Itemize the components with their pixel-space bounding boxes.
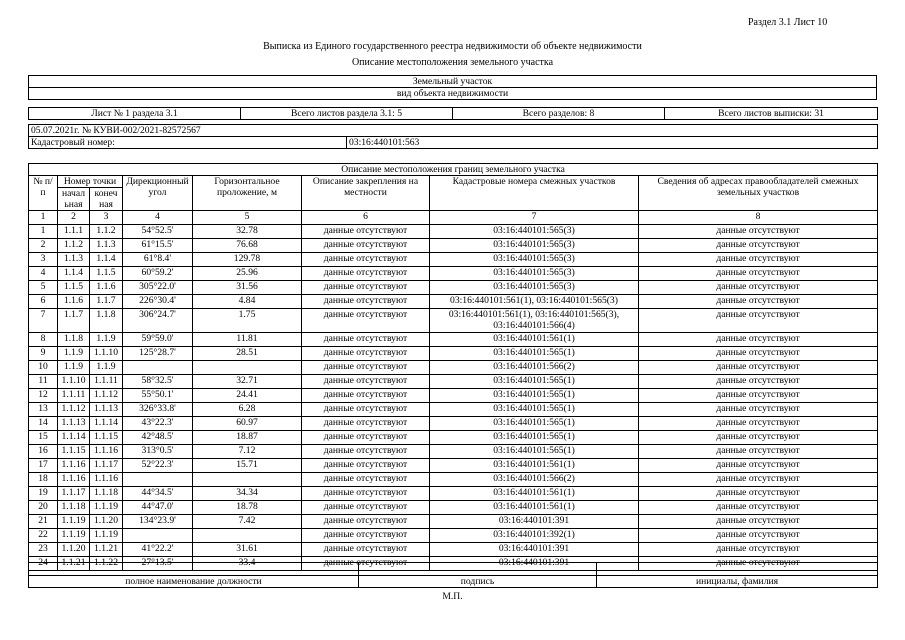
sheet-info-table (28, 107, 878, 120)
row-num: 1 (29, 225, 58, 239)
row-marking: данные отсутствуют (302, 389, 430, 403)
row-adjacent: 03:16:440101:565(1) (430, 347, 639, 361)
row-start: 1.1.5 (58, 281, 90, 295)
row-end: 1.1.11 (90, 375, 123, 389)
row-angle: 54°52.5' (123, 225, 193, 239)
position-cell (29, 563, 359, 576)
row-marking: данные отсутствуют (302, 501, 430, 515)
table-row (29, 431, 878, 445)
row-angle (123, 529, 193, 543)
header-distance: Горизонтальное проложение, м (193, 176, 302, 211)
row-end: 1.1.13 (90, 403, 123, 417)
boundary-table (28, 163, 878, 571)
row-start: 1.1.20 (58, 543, 90, 557)
table-row (29, 529, 878, 543)
row-num: 7 (29, 309, 58, 333)
object-type-caption: вид объекта недвижимости (29, 88, 877, 100)
table-row (29, 459, 878, 473)
row-angle: 305°22.0' (123, 281, 193, 295)
row-num: 5 (29, 281, 58, 295)
row-num: 12 (29, 389, 58, 403)
header-marking: Описание закрепления на местности (302, 176, 430, 211)
row-num: 8 (29, 333, 58, 347)
row-start: 1.1.13 (58, 417, 90, 431)
row-owners: данные отсутствуют (639, 403, 878, 417)
header-point-number: Номер точки (58, 176, 123, 188)
row-start: 1.1.9 (58, 347, 90, 361)
col-number: 2 (58, 211, 90, 225)
row-distance: 15.71 (193, 459, 302, 473)
stamp-label: М.П. (442, 591, 463, 602)
header-adjacent: Кадастровые номера смежных участков (430, 176, 639, 211)
table-row (29, 501, 878, 515)
row-owners: данные отсутствуют (639, 529, 878, 543)
header-start: начальная (58, 188, 90, 211)
row-owners: данные отсутствуют (639, 543, 878, 557)
row-marking: данные отсутствуют (302, 543, 430, 557)
row-end: 1.1.16 (90, 473, 123, 487)
document-subtitle: Описание местоположения земельного участка (351, 57, 554, 68)
row-angle: 61°15.5' (123, 239, 193, 253)
row-start: 1.1.11 (58, 389, 90, 403)
row-end: 1.1.18 (90, 487, 123, 501)
position-label: полное наименование должности (29, 576, 359, 588)
row-adjacent: 03:16:440101:561(1), 03:16:440101:565(3) (430, 295, 639, 309)
row-owners: данные отсутствуют (639, 281, 878, 295)
row-adjacent: 03:16:440101:565(1) (430, 389, 639, 403)
table-row (29, 389, 878, 403)
row-distance: 6.28 (193, 403, 302, 417)
table-row (29, 445, 878, 459)
row-marking: данные отсутствуют (302, 281, 430, 295)
row-adjacent: 03:16:440101:565(3) (430, 225, 639, 239)
header-end: конечная (90, 188, 123, 211)
table-row (29, 417, 878, 431)
row-num: 17 (29, 459, 58, 473)
row-marking: данные отсутствуют (302, 473, 430, 487)
row-angle: 60°59.2' (123, 267, 193, 281)
row-num: 9 (29, 347, 58, 361)
row-owners: данные отсутствуют (639, 333, 878, 347)
header-owners: Сведения об адресах правообладателей смежных земельных участков (639, 176, 878, 211)
row-angle: 313°0.5' (123, 445, 193, 459)
col-number: 5 (193, 211, 302, 225)
table-row (29, 487, 878, 501)
row-end: 1.1.20 (90, 515, 123, 529)
row-start: 1.1.16 (58, 473, 90, 487)
row-num: 15 (29, 431, 58, 445)
table-row (29, 473, 878, 487)
total-sheets-extract: Всего листов выписки: 31 (665, 108, 878, 120)
row-marking: данные отсутствуют (302, 417, 430, 431)
table-row (29, 267, 878, 281)
row-angle: 58°32.5' (123, 375, 193, 389)
col-number: 8 (639, 211, 878, 225)
row-distance: 33.4 (193, 557, 302, 571)
row-owners: данные отсутствуют (639, 309, 878, 333)
row-end: 1.1.9 (90, 333, 123, 347)
cadastral-label: Кадастровый номер: (29, 137, 347, 149)
row-distance: 11.81 (193, 333, 302, 347)
row-distance: 24.41 (193, 389, 302, 403)
signature-table (28, 562, 878, 588)
row-owners: данные отсутствуют (639, 515, 878, 529)
row-distance: 25.96 (193, 267, 302, 281)
row-marking: данные отсутствуют (302, 487, 430, 501)
row-angle: 44°34.5' (123, 487, 193, 501)
row-adjacent: 03:16:440101:561(1) (430, 333, 639, 347)
row-marking: данные отсутствуют (302, 431, 430, 445)
row-adjacent: 03:16:440101:566(2) (430, 361, 639, 375)
row-adjacent: 03:16:440101:391 (430, 543, 639, 557)
row-adjacent: 03:16:440101:566(2) (430, 473, 639, 487)
table-row (29, 515, 878, 529)
row-distance: 18.87 (193, 431, 302, 445)
row-angle: 61°8.4' (123, 253, 193, 267)
row-marking: данные отсутствуют (302, 253, 430, 267)
row-marking: данные отсутствуют (302, 225, 430, 239)
row-owners: данные отсутствуют (639, 295, 878, 309)
row-adjacent: 03:16:440101:392(1) (430, 529, 639, 543)
row-num: 10 (29, 361, 58, 375)
row-end: 1.1.10 (90, 347, 123, 361)
row-distance: 60.97 (193, 417, 302, 431)
row-angle: 55°50.1' (123, 389, 193, 403)
row-adjacent: 03:16:440101:565(3) (430, 281, 639, 295)
row-owners: данные отсутствуют (639, 445, 878, 459)
col-number: 7 (430, 211, 639, 225)
row-marking: данные отсутствуют (302, 459, 430, 473)
col-number: 4 (123, 211, 193, 225)
row-num: 4 (29, 267, 58, 281)
row-end: 1.1.17 (90, 459, 123, 473)
table-row (29, 253, 878, 267)
header-angle: Дирекционный угол (123, 176, 193, 211)
table-row (29, 543, 878, 557)
row-marking: данные отсутствуют (302, 529, 430, 543)
row-num: 3 (29, 253, 58, 267)
row-start: 1.1.18 (58, 501, 90, 515)
row-num: 13 (29, 403, 58, 417)
row-distance: 32.71 (193, 375, 302, 389)
row-owners: данные отсутствуют (639, 267, 878, 281)
row-end: 1.1.16 (90, 445, 123, 459)
row-distance: 4.84 (193, 295, 302, 309)
signature-label: подпись (359, 576, 597, 588)
row-marking: данные отсутствуют (302, 361, 430, 375)
section-sheet-label: Раздел 3.1 Лист 10 (748, 17, 828, 28)
row-end: 1.1.7 (90, 295, 123, 309)
row-num: 2 (29, 239, 58, 253)
row-end: 1.1.19 (90, 501, 123, 515)
total-sections: Всего разделов: 8 (453, 108, 665, 120)
row-owners: данные отсутствуют (639, 253, 878, 267)
row-end: 1.1.15 (90, 431, 123, 445)
row-end: 1.1.6 (90, 281, 123, 295)
row-num: 22 (29, 529, 58, 543)
row-angle: 306°24.7' (123, 309, 193, 333)
row-end: 1.1.3 (90, 239, 123, 253)
row-marking: данные отсутствуют (302, 375, 430, 389)
row-owners: данные отсутствуют (639, 487, 878, 501)
row-start: 1.1.3 (58, 253, 90, 267)
row-adjacent: 03:16:440101:565(1) (430, 375, 639, 389)
row-distance (193, 529, 302, 543)
table-row (29, 347, 878, 361)
row-marking: данные отсутствуют (302, 309, 430, 333)
row-owners: данные отсутствуют (639, 361, 878, 375)
row-adjacent: 03:16:440101:565(3) (430, 267, 639, 281)
row-num: 11 (29, 375, 58, 389)
row-end: 1.1.21 (90, 543, 123, 557)
document-title: Выписка из Единого государственного реестра недвижимости об объекте недвижимости (263, 41, 642, 52)
row-end: 1.1.14 (90, 417, 123, 431)
table-row (29, 403, 878, 417)
row-owners: данные отсутствуют (639, 417, 878, 431)
row-distance: 18.78 (193, 501, 302, 515)
row-marking: данные отсутствуют (302, 557, 430, 571)
row-marking: данные отсутствуют (302, 239, 430, 253)
col-number: 3 (90, 211, 123, 225)
table-row (29, 225, 878, 239)
name-label: инициалы, фамилия (597, 576, 878, 588)
row-start: 1.1.4 (58, 267, 90, 281)
row-start: 1.1.14 (58, 431, 90, 445)
row-adjacent: 03:16:440101:565(3) (430, 239, 639, 253)
row-distance (193, 361, 302, 375)
row-start: 1.1.16 (58, 459, 90, 473)
row-distance: 76.68 (193, 239, 302, 253)
row-angle: 43°22.3' (123, 417, 193, 431)
row-num: 24 (29, 557, 58, 571)
row-start: 1.1.1 (58, 225, 90, 239)
row-owners: данные отсутствуют (639, 239, 878, 253)
row-angle: 125°28.7' (123, 347, 193, 361)
row-angle: 41°22.2' (123, 543, 193, 557)
table-row (29, 295, 878, 309)
row-angle: 134°23.9' (123, 515, 193, 529)
row-distance: 32.78 (193, 225, 302, 239)
row-owners: данные отсутствуют (639, 557, 878, 571)
header-num: № п/п (29, 176, 58, 211)
row-end: 1.1.19 (90, 529, 123, 543)
row-num: 19 (29, 487, 58, 501)
row-owners: данные отсутствуют (639, 459, 878, 473)
table-row (29, 361, 878, 375)
row-distance: 7.12 (193, 445, 302, 459)
row-marking: данные отсутствуют (302, 515, 430, 529)
row-end: 1.1.4 (90, 253, 123, 267)
row-angle: 52°22.3' (123, 459, 193, 473)
row-owners: данные отсутствуют (639, 501, 878, 515)
row-owners: данные отсутствуют (639, 375, 878, 389)
row-start: 1.1.8 (58, 333, 90, 347)
row-distance: 34.34 (193, 487, 302, 501)
total-sheets-section: Всего листов раздела 3.1: 5 (241, 108, 453, 120)
row-start: 1.1.15 (58, 445, 90, 459)
row-angle: 326°33.8' (123, 403, 193, 417)
row-num: 14 (29, 417, 58, 431)
boundary-table-title: Описание местоположения границ земельного участка (29, 164, 878, 176)
row-angle (123, 361, 193, 375)
col-number: 6 (302, 211, 430, 225)
row-marking: данные отсутствуют (302, 403, 430, 417)
row-adjacent: 03:16:440101:561(1) (430, 501, 639, 515)
cadastral-number: 03:16:440101:563 (347, 137, 878, 149)
row-angle: 59°59.0' (123, 333, 193, 347)
row-start: 1.1.6 (58, 295, 90, 309)
row-start: 1.1.7 (58, 309, 90, 333)
row-angle: 44°47.0' (123, 501, 193, 515)
table-row (29, 281, 878, 295)
row-distance: 31.56 (193, 281, 302, 295)
row-num: 6 (29, 295, 58, 309)
row-end: 1.1.5 (90, 267, 123, 281)
object-type: Земельный участок (29, 76, 877, 88)
sheet-number: Лист № 1 раздела 3.1 (29, 108, 241, 120)
row-distance: 31.61 (193, 543, 302, 557)
row-distance (193, 473, 302, 487)
row-owners: данные отсутствуют (639, 389, 878, 403)
row-adjacent: 03:16:440101:561(1) (430, 487, 639, 501)
row-end: 1.1.12 (90, 389, 123, 403)
row-start: 1.1.12 (58, 403, 90, 417)
row-marking: данные отсутствуют (302, 295, 430, 309)
row-distance: 28.51 (193, 347, 302, 361)
row-start: 1.1.2 (58, 239, 90, 253)
row-adjacent: 03:16:440101:565(1) (430, 431, 639, 445)
row-angle: 42°48.5' (123, 431, 193, 445)
row-marking: данные отсутствуют (302, 445, 430, 459)
row-distance: 7.42 (193, 515, 302, 529)
name-cell (597, 563, 878, 576)
row-owners: данные отсутствуют (639, 431, 878, 445)
row-marking: данные отсутствуют (302, 347, 430, 361)
row-end: 1.1.8 (90, 309, 123, 333)
row-owners: данные отсутствуют (639, 347, 878, 361)
row-adjacent: 03:16:440101:391 (430, 515, 639, 529)
row-num: 20 (29, 501, 58, 515)
row-num: 23 (29, 543, 58, 557)
row-owners: данные отсутствуют (639, 225, 878, 239)
row-distance: 129.78 (193, 253, 302, 267)
object-type-table (28, 75, 877, 100)
row-adjacent-line: 03:16:440101:566(4) (493, 320, 575, 331)
row-start: 1.1.9 (58, 361, 90, 375)
row-num: 18 (29, 473, 58, 487)
date-number: 05.07.2021г. № КУВИ-002/2021-82572567 (29, 125, 878, 137)
row-adjacent: 03:16:440101:565(1) (430, 417, 639, 431)
row-start: 1.1.19 (58, 529, 90, 543)
row-angle (123, 473, 193, 487)
row-adjacent: 03:16:440101:391 (430, 557, 639, 571)
row-start: 1.1.21 (58, 557, 90, 571)
row-start: 1.1.17 (58, 487, 90, 501)
table-row (29, 375, 878, 389)
row-adjacent (430, 309, 639, 333)
row-start: 1.1.10 (58, 375, 90, 389)
row-angle: 27°13.5' (123, 557, 193, 571)
row-start: 1.1.19 (58, 515, 90, 529)
signature-cell (359, 563, 597, 576)
row-owners: данные отсутствуют (639, 473, 878, 487)
row-adjacent: 03:16:440101:565(3) (430, 253, 639, 267)
row-adjacent: 03:16:440101:565(1) (430, 445, 639, 459)
row-num: 16 (29, 445, 58, 459)
row-adjacent-line: 03:16:440101:561(1), 03:16:440101:565(3), (448, 309, 620, 320)
table-row (29, 239, 878, 253)
row-end: 1.1.9 (90, 361, 123, 375)
row-marking: данные отсутствуют (302, 333, 430, 347)
row-marking: данные отсутствуют (302, 267, 430, 281)
row-adjacent: 03:16:440101:565(1) (430, 403, 639, 417)
col-number: 1 (29, 211, 58, 225)
row-angle: 226°30.4' (123, 295, 193, 309)
row-end: 1.1.2 (90, 225, 123, 239)
table-row (29, 309, 878, 333)
row-distance: 1.75 (193, 309, 302, 333)
table-row (29, 333, 878, 347)
cadastral-table (28, 124, 878, 149)
row-adjacent: 03:16:440101:561(1) (430, 459, 639, 473)
row-num: 21 (29, 515, 58, 529)
row-end: 1.1.22 (90, 557, 123, 571)
